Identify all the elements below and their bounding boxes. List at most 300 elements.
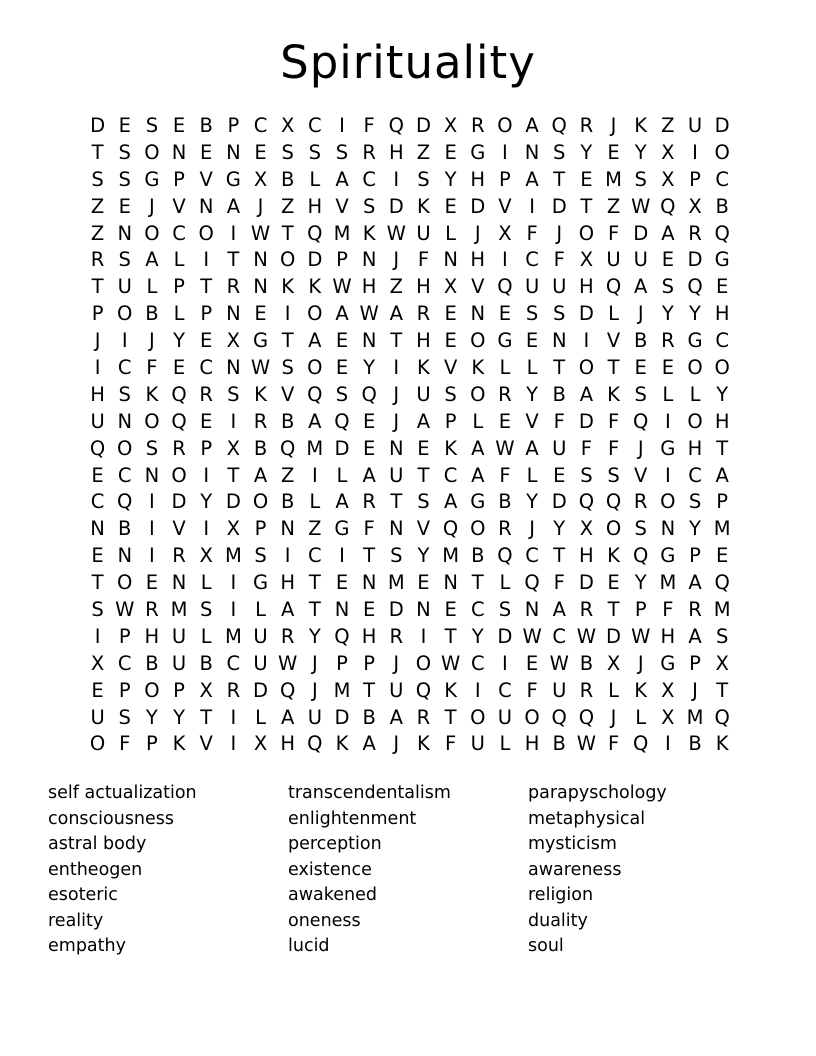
grid-letter: J (393, 732, 400, 756)
grid-letter: I (94, 355, 101, 379)
grid-letter: S (498, 597, 512, 621)
grid-letter: E (444, 140, 457, 164)
grid-letter: H (361, 624, 377, 648)
grid-letter: A (525, 167, 539, 191)
word-list-item: metaphysical (528, 808, 646, 829)
grid-letter: E (417, 436, 430, 460)
grid-letter: I (502, 140, 508, 164)
grid-letter: N (660, 517, 676, 541)
grid-letter: S (118, 705, 131, 729)
grid-letter: I (284, 302, 291, 326)
grid-letter: Q (605, 490, 622, 514)
grid-letter: T (553, 355, 566, 379)
word-list-item: awareness (528, 859, 622, 880)
grid-letter: O (117, 571, 133, 595)
grid-letter: O (660, 490, 676, 514)
grid-letter: P (336, 651, 348, 675)
grid-letter: R (145, 597, 159, 621)
grid-letter: Q (307, 732, 323, 756)
grid-letter: N (144, 463, 160, 487)
grid-letter: F (119, 732, 131, 756)
word-list-item: lucid (288, 936, 330, 956)
grid-letter: R (688, 597, 702, 621)
grid-letter: S (634, 517, 647, 541)
grid-letter: H (416, 275, 431, 299)
grid-letter: E (200, 140, 213, 164)
grid-letter: L (173, 248, 185, 272)
grid-letter: O (144, 678, 160, 702)
grid-letter: T (716, 678, 729, 702)
grid-letter: H (388, 140, 404, 164)
grid-letter: Q (307, 221, 323, 245)
grid-letter: D (334, 436, 350, 460)
grid-letter: Y (173, 329, 185, 353)
grid-letter: S (118, 248, 131, 272)
grid-letter: U (416, 221, 431, 245)
grid-letter: T (390, 329, 403, 353)
grid-letter: Z (308, 517, 322, 541)
grid-letter: Q (334, 409, 350, 433)
grid-letter: T (227, 463, 240, 487)
grid-letter: U (633, 248, 648, 272)
grid-letter: R (90, 248, 105, 272)
grid-letter: I (664, 732, 671, 756)
grid-letter: S (335, 140, 349, 164)
grid-letter: J (637, 651, 644, 675)
grid-letter: S (715, 624, 729, 648)
grid-letter: Y (471, 624, 484, 648)
grid-letter: C (362, 167, 376, 191)
grid-letter: I (420, 624, 427, 648)
grid-letter: A (688, 624, 702, 648)
grid-letter: C (253, 113, 268, 137)
grid-letter: T (91, 275, 104, 299)
grid-letter: Y (417, 544, 430, 568)
grid-letter: E (200, 409, 213, 433)
grid-letter: T (553, 544, 566, 568)
grid-letter: R (579, 678, 594, 702)
grid-letter: E (444, 194, 457, 218)
grid-letter: D (578, 409, 594, 433)
grid-letter: S (91, 597, 104, 621)
grid-letter: Q (497, 544, 513, 568)
grid-letter: S (553, 140, 566, 164)
grid-letter: Q (714, 571, 730, 595)
grid-letter: Q (524, 571, 540, 595)
grid-letter: I (664, 463, 671, 487)
grid-letter: C (117, 651, 132, 675)
grid-letter: X (579, 517, 594, 541)
grid-letter: N (198, 194, 214, 218)
grid-letter: D (470, 194, 486, 218)
grid-letter: B (145, 651, 159, 675)
grid-letter: V (199, 732, 213, 756)
grid-letter: P (118, 624, 131, 648)
grid-letter: N (226, 302, 241, 326)
grid-letter: A (308, 409, 322, 433)
grid-letter: J (393, 248, 400, 272)
grid-letter: O (144, 409, 160, 433)
grid-letter: Q (551, 113, 567, 137)
grid-letter: C (525, 248, 539, 272)
grid-letter: D (225, 490, 241, 514)
grid-letter: U (117, 275, 132, 299)
word-search-grid (84, 112, 736, 757)
grid-letter: W (522, 624, 542, 648)
grid-letter: S (118, 382, 131, 406)
word-list-item: awakened (288, 885, 378, 905)
grid-letter: A (525, 113, 539, 137)
word-list-item: empathy (48, 936, 126, 956)
grid-letter: J (149, 194, 155, 218)
grid-letter: T (580, 194, 593, 218)
grid-letter: U (90, 409, 105, 433)
grid-letter: E (335, 355, 349, 379)
grid-letter: O (144, 221, 160, 245)
grid-letter: A (552, 597, 566, 621)
grid-letter: C (498, 678, 512, 702)
grid-letter: Y (634, 571, 647, 595)
grid-letter: A (281, 597, 295, 621)
grid-letter: T (444, 624, 457, 648)
grid-letter: J (637, 302, 644, 326)
grid-letter: U (171, 651, 187, 675)
grid-letter: N (551, 329, 567, 353)
grid-letter: W (250, 221, 271, 245)
grid-letter: D (388, 194, 404, 218)
grid-letter: L (173, 302, 185, 326)
grid-letter: B (634, 329, 648, 353)
grid-letter: N (171, 140, 187, 164)
grid-letter: U (389, 678, 404, 702)
grid-letter: L (200, 624, 212, 648)
grid-letter: P (634, 597, 647, 621)
grid-letter: E (362, 436, 376, 460)
grid-letter: Q (171, 409, 187, 433)
grid-letter: O (198, 221, 214, 245)
grid-letter: W (250, 355, 271, 379)
grid-letter: K (172, 732, 186, 756)
grid-letter: Q (171, 382, 187, 406)
grid-letter: T (471, 571, 484, 595)
grid-letter: Z (90, 221, 105, 245)
grid-letter: V (172, 517, 186, 541)
grid-letter: U (171, 624, 187, 648)
grid-letter: N (361, 571, 377, 595)
grid-letter: S (362, 194, 376, 218)
grid-letter: G (687, 329, 703, 353)
grid-letter: Q (578, 705, 595, 729)
grid-letter: E (634, 355, 647, 379)
grid-letter: D (687, 248, 703, 272)
grid-letter: O (470, 705, 486, 729)
grid-letter: B (280, 490, 295, 514)
grid-letter: X (226, 517, 241, 541)
grid-letter: K (634, 113, 648, 137)
grid-letter: M (224, 544, 242, 568)
grid-letter: M (605, 167, 622, 191)
grid-letter: A (715, 463, 729, 487)
grid-letter: J (529, 517, 535, 541)
grid-letter: I (393, 167, 400, 191)
grid-letter: D (578, 571, 594, 595)
grid-letter: S (553, 302, 566, 326)
grid-letter: K (607, 382, 620, 406)
grid-letter: T (417, 463, 430, 487)
grid-letter: C (199, 355, 214, 379)
grid-letter: S (145, 436, 159, 460)
grid-letter: E (525, 329, 539, 353)
grid-letter: L (499, 732, 511, 756)
grid-letter: N (117, 221, 133, 245)
grid-letter: O (470, 382, 486, 406)
grid-letter: T (363, 544, 376, 568)
grid-letter: P (336, 248, 348, 272)
grid-letter: E (335, 571, 349, 595)
grid-letter: X (199, 544, 213, 568)
grid-letter: W (440, 651, 461, 675)
grid-letter: H (579, 544, 594, 568)
grid-letter: F (607, 732, 620, 756)
grid-letter: L (472, 409, 484, 433)
grid-letter: I (230, 409, 237, 433)
grid-letter: N (280, 517, 295, 541)
grid-letter: E (145, 571, 159, 595)
grid-letter: O (578, 221, 595, 245)
grid-letter: I (502, 651, 508, 675)
grid-letter: M (333, 678, 351, 702)
word-list-item: reality (48, 910, 104, 931)
grid-letter: T (200, 275, 213, 299)
grid-letter: B (579, 651, 594, 675)
grid-letter: G (225, 167, 241, 191)
grid-letter: E (172, 355, 186, 379)
grid-letter: Z (416, 140, 431, 164)
grid-letter: C (715, 329, 729, 353)
grid-letter: E (362, 409, 376, 433)
grid-letter: P (444, 409, 457, 433)
grid-letter: Y (308, 624, 321, 648)
grid-letter: Y (526, 382, 539, 406)
grid-letter: O (89, 732, 106, 756)
grid-letter: A (471, 436, 485, 460)
grid-letter: K (471, 355, 485, 379)
grid-letter: Y (173, 705, 185, 729)
word-list-item: religion (528, 885, 594, 905)
grid-letter: I (203, 248, 210, 272)
grid-letter: C (470, 651, 485, 675)
grid-letter: B (688, 732, 702, 756)
grid-letter: I (339, 113, 345, 137)
grid-letter: U (470, 732, 485, 756)
grid-letter: U (606, 248, 621, 272)
grid-letter: V (281, 382, 295, 406)
grid-letter: O (470, 329, 486, 353)
grid-letter: D (90, 113, 106, 137)
grid-letter: A (688, 571, 702, 595)
grid-letter: A (145, 248, 159, 272)
grid-letter: Y (689, 517, 701, 541)
grid-letter: M (170, 597, 188, 621)
grid-letter: L (662, 382, 674, 406)
grid-letter: R (172, 436, 186, 460)
grid-letter: M (713, 517, 731, 541)
grid-letter: D (415, 113, 431, 137)
grid-letter: M (387, 571, 405, 595)
grid-letter: R (226, 275, 241, 299)
word-list (48, 781, 768, 960)
grid-letter: G (497, 329, 513, 353)
grid-letter: W (332, 275, 352, 299)
grid-letter: T (308, 571, 321, 595)
grid-letter: H (714, 409, 730, 433)
grid-letter: I (284, 544, 291, 568)
grid-letter: O (171, 463, 187, 487)
grid-letter: Q (497, 275, 513, 299)
grid-letter: T (607, 355, 620, 379)
grid-letter: J (149, 329, 155, 353)
grid-letter: P (91, 302, 104, 326)
grid-letter: N (361, 329, 377, 353)
grid-letter: P (173, 167, 185, 191)
grid-letter: N (226, 355, 241, 379)
grid-letter: W (495, 436, 515, 460)
grid-letter: D (497, 624, 513, 648)
grid-letter: E (607, 140, 620, 164)
grid-letter: Q (660, 194, 676, 218)
grid-letter: S (525, 302, 539, 326)
grid-letter: H (524, 732, 540, 756)
grid-letter: U (253, 624, 268, 648)
grid-letter: E (91, 463, 104, 487)
grid-letter: Z (661, 113, 675, 137)
grid-letter: G (252, 571, 269, 595)
word-list-item: oneness (288, 910, 361, 931)
grid-letter: V (335, 194, 349, 218)
grid-letter: E (444, 302, 457, 326)
grid-letter: S (417, 490, 430, 514)
grid-letter: K (444, 436, 457, 460)
grid-letter: T (553, 167, 566, 191)
grid-letter: D (606, 624, 622, 648)
grid-letter: Q (633, 544, 649, 568)
grid-letter: F (553, 571, 565, 595)
grid-letter: C (443, 463, 458, 487)
grid-letter: I (393, 355, 400, 379)
grid-letter: J (393, 651, 400, 675)
grid-letter: E (716, 275, 729, 299)
grid-letter: Y (363, 355, 376, 379)
grid-letter: Y (716, 382, 729, 406)
grid-letter: E (661, 355, 675, 379)
grid-letter: X (280, 113, 295, 137)
grid-letter: U (253, 651, 268, 675)
grid-letter: R (362, 490, 376, 514)
grid-letter: N (253, 248, 268, 272)
grid-letter: N (443, 248, 458, 272)
grid-letter: R (362, 140, 376, 164)
grid-letter: S (118, 140, 131, 164)
grid-letter: E (118, 194, 131, 218)
grid-letter: E (580, 167, 593, 191)
grid-letter: Q (578, 490, 595, 514)
word-list-item: existence (288, 859, 372, 880)
grid-letter: H (307, 194, 323, 218)
grid-letter: O (307, 302, 323, 326)
grid-letter: C (117, 355, 132, 379)
grid-letter: X (199, 678, 213, 702)
grid-letter: W (549, 651, 569, 675)
grid-letter: K (335, 732, 349, 756)
grid-letter: O (252, 490, 269, 514)
grid-letter: O (144, 140, 160, 164)
grid-letter: E (200, 329, 213, 353)
grid-letter: B (471, 544, 485, 568)
grid-letter: T (308, 597, 321, 621)
grid-letter: K (145, 382, 159, 406)
grid-letter: L (146, 275, 158, 299)
grid-letter: A (226, 194, 241, 218)
grid-letter: F (363, 517, 375, 541)
puzzle-title: Spirituality (280, 36, 536, 89)
word-list-item: astral body (48, 834, 147, 854)
grid-letter: T (227, 248, 240, 272)
grid-letter: E (498, 302, 512, 326)
grid-letter: O (605, 517, 622, 541)
grid-letter: I (529, 194, 535, 218)
grid-letter: N (524, 597, 540, 621)
grid-letter: S (254, 544, 267, 568)
word-list-item: consciousness (48, 808, 175, 829)
grid-letter: P (363, 651, 376, 675)
grid-letter: Q (551, 705, 567, 729)
grid-letter: X (498, 221, 512, 245)
grid-letter: O (497, 113, 513, 137)
grid-letter: O (687, 409, 703, 433)
grid-letter: B (552, 382, 566, 406)
grid-letter: B (199, 113, 213, 137)
grid-letter: R (199, 382, 213, 406)
grid-letter: S (145, 113, 159, 137)
grid-letter: L (499, 355, 511, 379)
grid-letter: S (661, 275, 675, 299)
grid-letter: E (525, 651, 539, 675)
grid-letter: I (94, 624, 101, 648)
grid-letter: K (715, 732, 729, 756)
grid-letter: H (579, 275, 594, 299)
grid-letter: L (309, 167, 321, 191)
grid-letter: A (389, 705, 403, 729)
grid-letter: S (200, 597, 213, 621)
grid-letter: F (417, 248, 430, 272)
grid-letter: J (610, 705, 617, 729)
grid-letter: K (308, 275, 322, 299)
grid-letter: U (497, 705, 513, 729)
grid-letter: R (633, 490, 648, 514)
word-list-item: duality (528, 910, 588, 931)
grid-letter: S (227, 382, 240, 406)
grid-letter: P (254, 517, 267, 541)
grid-letter: G (660, 436, 676, 460)
grid-letter: I (230, 221, 237, 245)
grid-letter: X (253, 732, 268, 756)
grid-letter: E (335, 329, 349, 353)
grid-letter: O (687, 355, 703, 379)
grid-letter: X (606, 651, 621, 675)
grid-letter: W (631, 194, 651, 218)
grid-letter: Q (334, 624, 350, 648)
grid-letter: Y (661, 302, 674, 326)
